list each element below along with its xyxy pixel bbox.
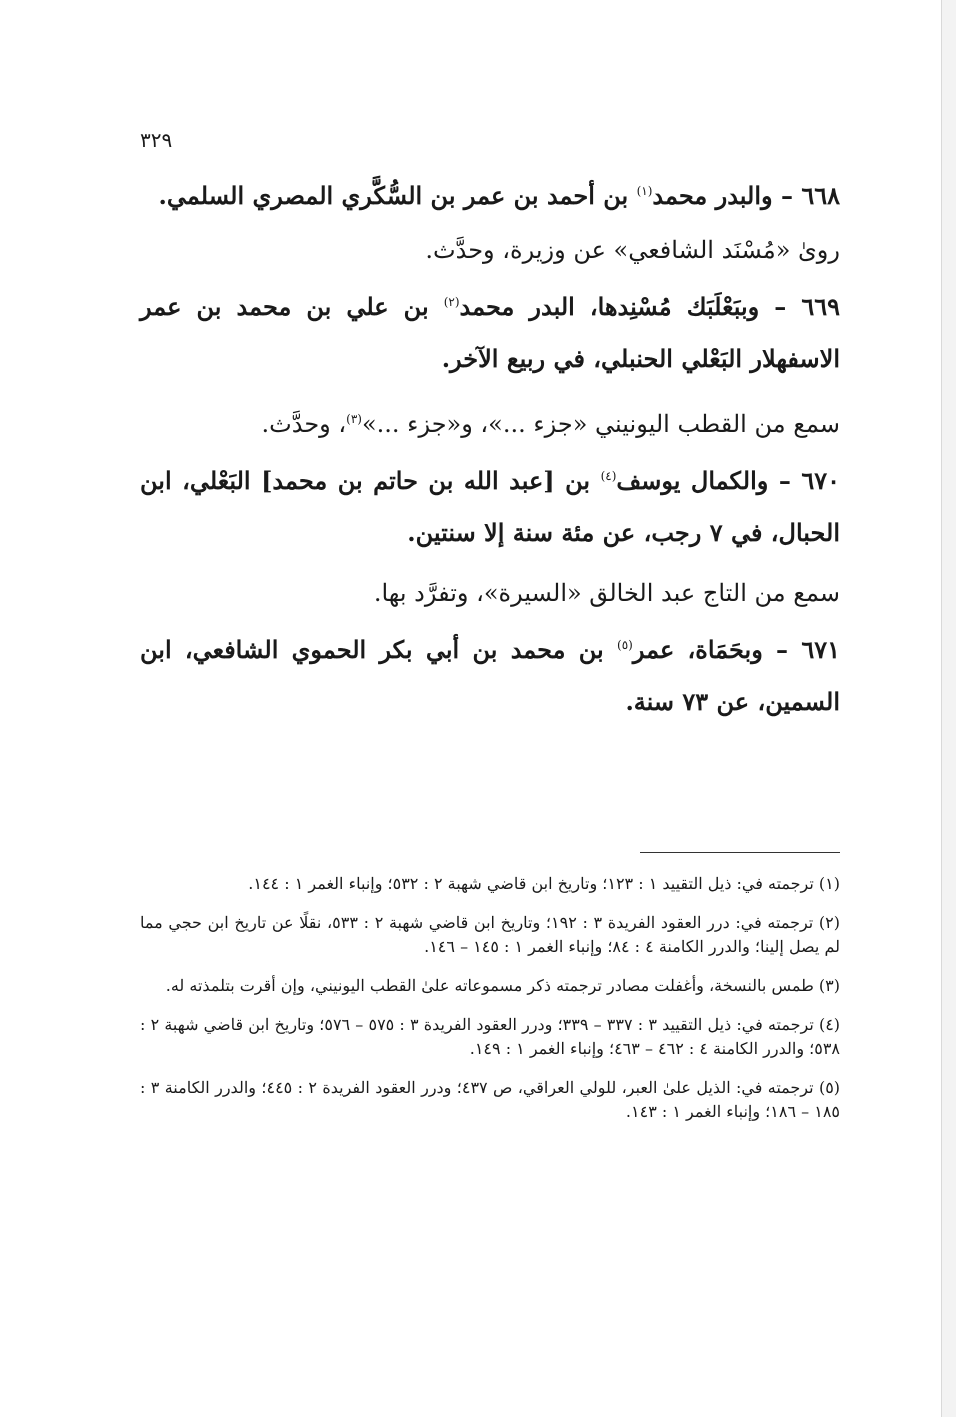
footnote-ref-4[interactable]: (٤) [600, 469, 617, 483]
entry-670-body: سمع من التاج عبد الخالق «السيرة»، وتفرَّد بها. [373, 579, 840, 607]
page-edge [941, 0, 956, 1417]
footnote-ref-5[interactable]: (٥) [617, 638, 633, 652]
entry-668-heading: ٦٦٨ – والبدر محمد$^{(١)}$ بن أحمد بن عمر بن السُّكَّري المصري السلمي. [158, 181, 840, 210]
footnote-4: (٤) ترجمته في: ذيل التقييد ٣ : ٣٣٧ – ٣٣٩؛ ودرر العقود الفريدة ٣ : ٥٧٥ – ٥٧٦؛ وتاريخ ابن قاضي شهبة ٢ : ٥٣٨؛ والدرر الكامنة ٤ : ٤٦٢ – ٤٦٣؛ وإنباء الغمر ١ : ١٤٩. [140, 1015, 841, 1058]
entry-670-heading: ٦٧٠ – والكمال يوسف$^{(٤)}$ بن [عبد الله بن حاتم بن محمد] البَعْلي، ابن الحبال، في ٧ رجب، عن مئة سنة إلا سنتين. [140, 466, 840, 547]
entry-669-heading: ٦٦٩ – وببَعْلَبَك مُسْنِدها، البدر محمد$^{(٢)}$ بن علي بن محمد بن عمر الاسفهلار البَعْلي الحنبلي، في ربيع الآخر. [140, 292, 841, 373]
footnote-ref-1[interactable]: (١) [636, 184, 653, 198]
footnote-5: (٥) ترجمته في: الذيل علىٰ العبر، للولي العراقي، ص ٤٣٧؛ ودرر العقود الفريدة ٢ : ٤٤٥؛ والدرر الكامنة ٣ : ١٨٥ – ١٨٦؛ وإنباء الغمر ١ : ١٤٣. [140, 1078, 841, 1121]
entry-669-body: سمع من القطب اليونيني «جزء ...»، و«جزء ...»$^{(٣)}$، وحدَّث. [261, 410, 840, 438]
footnote-1: (١) ترجمته في: ذيل التقييد ١ : ١٢٣؛ وتاريخ ابن قاضي شهبة ٢ : ٥٣٢؛ وإنباء الغمر ١ : ١٤٤. [248, 874, 840, 893]
footnote-2: (٢) ترجمته في: درر العقود الفريدة ٣ : ١٩٢؛ وتاريخ ابن قاضي شهبة ٢ : ٥٣٣، نقلًا عن تاريخ ابن حجي مما لم يصل إلينا؛ والدرر الكامنة ٤ : ٨٤؛ وإنباء الغمر ١ : ١٤٥ – ١٤٦. [140, 913, 840, 956]
footnote-ref-3[interactable]: (٣) [346, 412, 362, 426]
footnote-ref-2[interactable]: (٢) [443, 295, 460, 309]
footnote-separator [640, 852, 840, 853]
footnote-3: (٣) طمس بالنسخة، وأغفلت مصادر ترجمته ذكر مسموعاته علىٰ القطب اليونيني، وإن أقرت بتلمذته له. [165, 976, 840, 995]
entry-668-body: روىٰ «مُسْنَد الشافعي» عن وزيرة، وحدَّث. [425, 236, 840, 264]
page-number: ٣٢٩ [140, 128, 173, 152]
entry-671-heading: ٦٧١ – وبحَمَاة، عمر$^{(٥)}$ بن محمد بن أبي بكر الحموي الشافعي، ابن السمين، عن ٧٣ سنة. [140, 635, 840, 716]
footnotes [140, 872, 840, 1139]
main-text [140, 175, 840, 728]
